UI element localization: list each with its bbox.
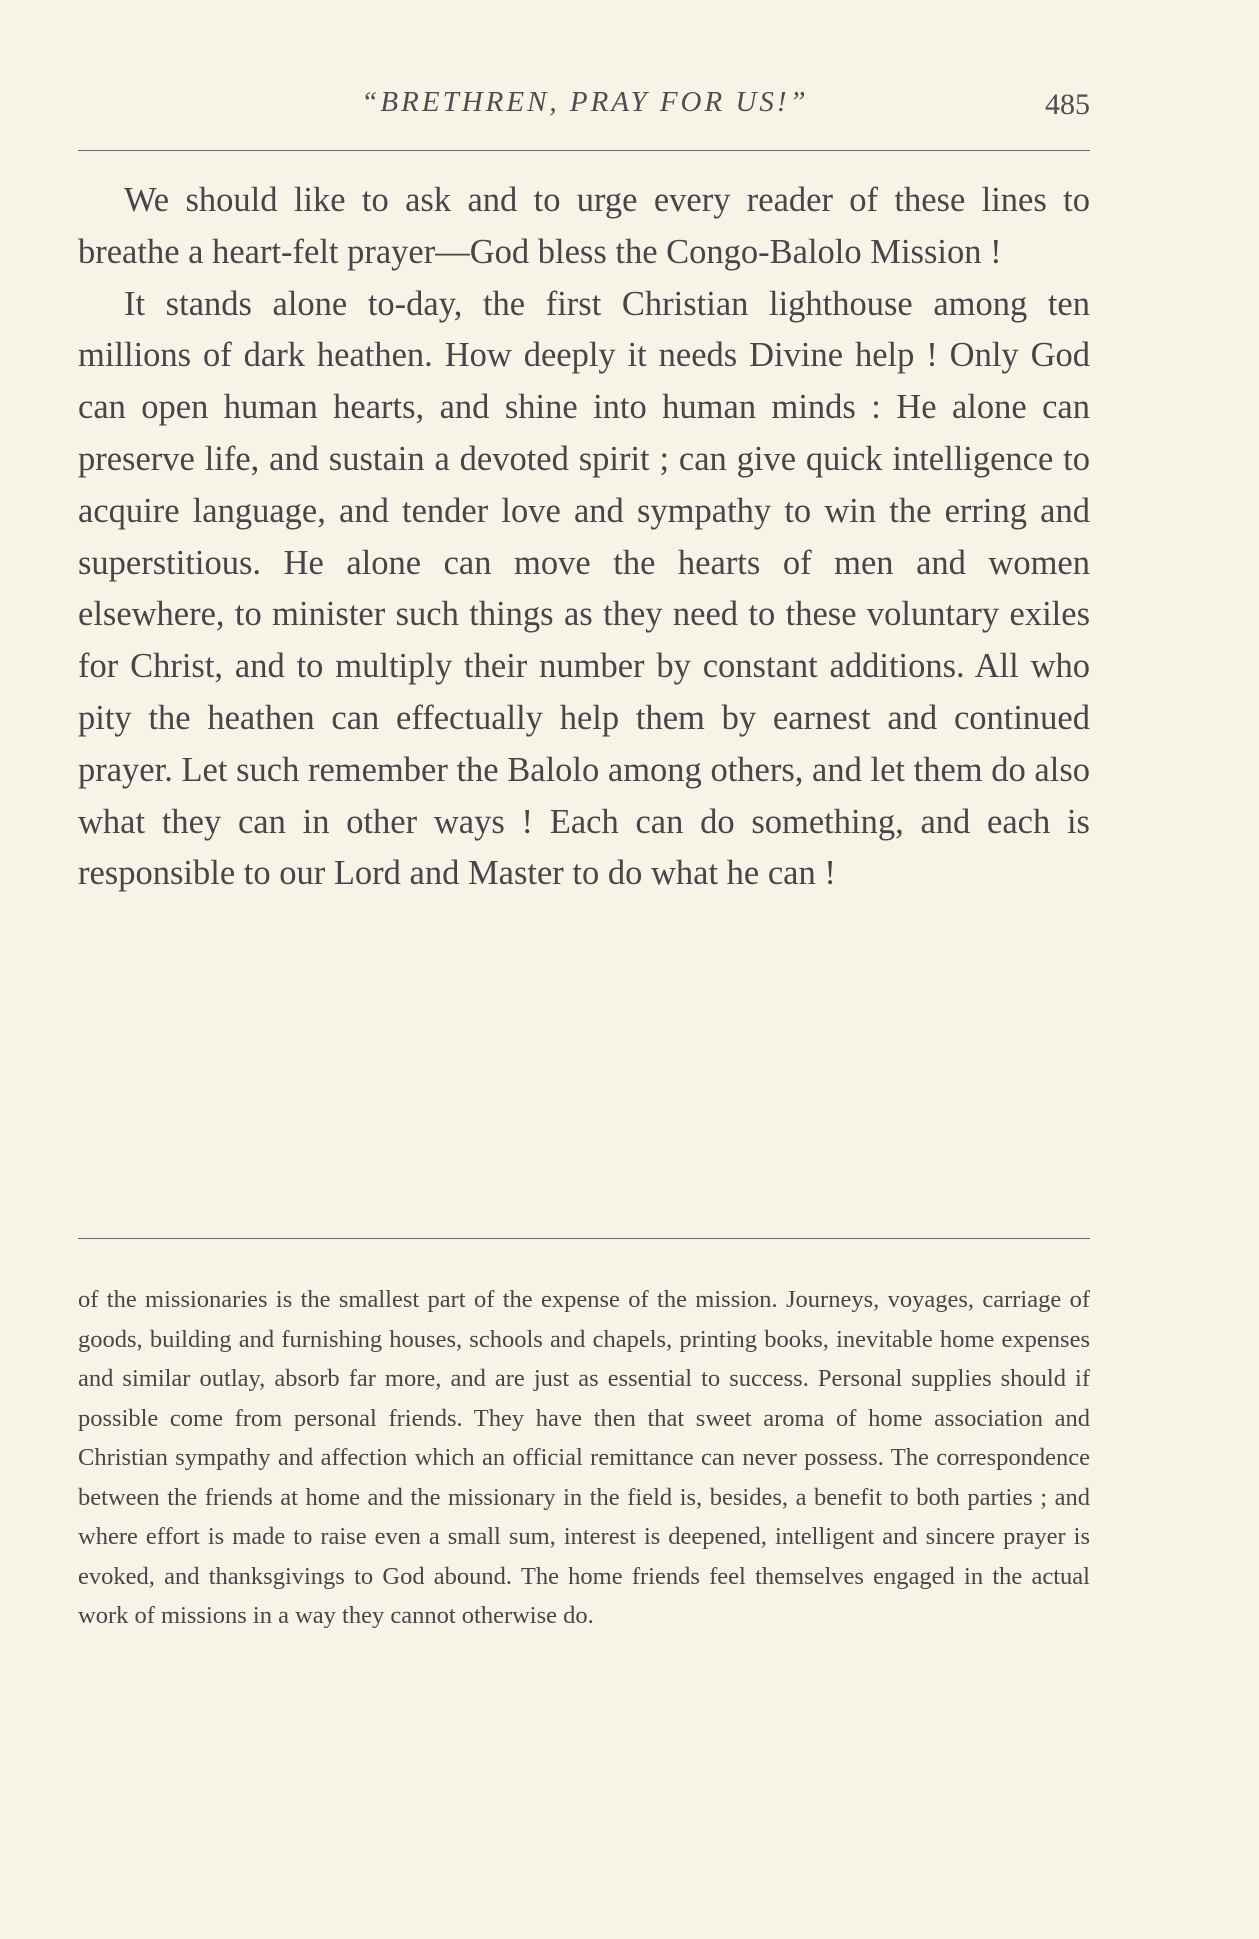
page-number: 485 bbox=[1045, 88, 1090, 121]
footnote bbox=[78, 1280, 1090, 1636]
running-head bbox=[80, 86, 1090, 126]
footnote-rule bbox=[78, 1238, 1090, 1239]
running-title: “BRETHREN, PRAY FOR US!” bbox=[361, 86, 809, 118]
footnote-text: of the missionaries is the smallest part of the expense of the mission. Journeys, voyages, carriage of goods, building and furnishing houses, schools and chapels, printing books, inevitable home expenses and similar outlay, absorb far more, and are just as essential to success. Personal supplies should if possible come from personal friends. They have then that sweet aroma of home association and Christian sympathy and affection which an official remittance can never possess. The correspondence between the friends at home and the missionary in the field is, besides, a benefit to both parties ; and where effort is made to raise even a small sum, interest is deepened, intelligent and sincere prayer is evoked, and thanksgivings to God abound. The home friends feel themselves engaged in the actual work of missions in a way they cannot otherwise do. bbox=[78, 1286, 1090, 1629]
main-text bbox=[78, 175, 1090, 900]
paragraph-1: We should like to ask and to urge every reader of these lines to breathe a heart-felt prayer—God bless the Congo-Balolo Mission ! bbox=[78, 181, 1090, 271]
header-rule bbox=[78, 150, 1090, 151]
paragraph-2: It stands alone to-day, the first Christian lighthouse among ten millions of dark heathen. How deeply it needs Divine help ! Only God can open human hearts, and shine into human minds : He alone can preserve life, and sustain a devoted spirit ; can give quick intelligence to acquire language, and tender love and sympathy to win the erring and superstitious. He alone can move the hearts of men and women elsewhere, to minister such things as they need to these voluntary exiles for Christ, and to multiply their number by constant additions. All who pity the heathen can effectually help them by earnest and continued prayer. Let such remember the Balolo among others, and let them do also what they can in other ways ! Each can do something, and each is responsible to our Lord and Master to do what he can ! bbox=[78, 284, 1090, 893]
